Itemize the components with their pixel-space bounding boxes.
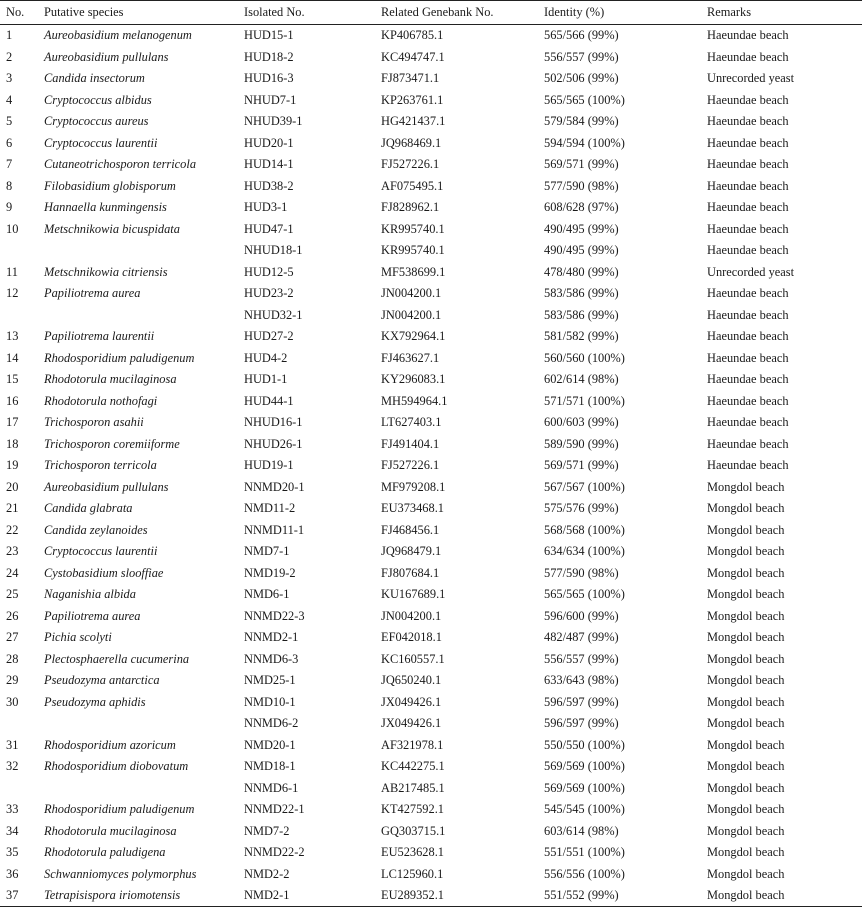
cell-no: 35 (6, 845, 19, 860)
cell-no: 13 (6, 329, 19, 344)
cell-genebank-no: AF321978.1 (381, 737, 444, 752)
cell-identity: 556/556 (100%) (544, 866, 625, 881)
header-remarks: Remarks (707, 5, 752, 20)
table-row (0, 519, 862, 541)
cell-putative-species: Papiliotrema laurentii (44, 329, 155, 344)
cell-isolated-no: NHUD26-1 (244, 436, 303, 451)
cell-identity: 571/571 (100%) (544, 393, 625, 408)
table-row (0, 111, 862, 133)
cell-isolated-no: HUD44-1 (244, 393, 294, 408)
cell-remarks: Haeundae beach (707, 350, 789, 365)
cell-putative-species: Tetrapisispora iriomotensis (44, 887, 181, 902)
cell-genebank-no: JN004200.1 (381, 286, 442, 301)
table-row (0, 627, 862, 649)
cell-no: 5 (6, 114, 13, 129)
cell-genebank-no: JQ968469.1 (381, 135, 442, 150)
table-row (0, 455, 862, 477)
cell-identity: 579/584 (99%) (544, 114, 619, 129)
cell-putative-species: Candida zeylanoides (44, 522, 148, 537)
cell-genebank-no: KR995740.1 (381, 243, 445, 258)
cell-identity: 594/594 (100%) (544, 135, 625, 150)
cell-genebank-no: MH594964.1 (381, 393, 448, 408)
cell-no: 26 (6, 608, 19, 623)
cell-remarks: Mongdol beach (707, 823, 785, 838)
cell-genebank-no: FJ468456.1 (381, 522, 440, 537)
cell-putative-species: Metschnikowia citriensis (44, 264, 168, 279)
cell-remarks: Mongdol beach (707, 522, 785, 537)
cell-no: 30 (6, 694, 19, 709)
cell-identity: 551/551 (100%) (544, 845, 625, 860)
table-row (0, 369, 862, 391)
cell-remarks: Haeundae beach (707, 393, 789, 408)
cell-no: 29 (6, 673, 19, 688)
cell-no: 3 (6, 71, 13, 86)
cell-isolated-no: HUD19-1 (244, 458, 294, 473)
header-related-genebank-no: Related Genebank No. (381, 5, 494, 20)
cell-no: 2 (6, 49, 13, 64)
cell-putative-species: Pseudozyma antarctica (44, 673, 160, 688)
cell-no: 24 (6, 565, 19, 580)
cell-no: 19 (6, 458, 19, 473)
table-row (0, 756, 862, 778)
cell-isolated-no: HUD23-2 (244, 286, 294, 301)
cell-remarks: Mongdol beach (707, 866, 785, 881)
cell-putative-species: Candida insectorum (44, 71, 145, 86)
cell-remarks: Mongdol beach (707, 737, 785, 752)
cell-no: 16 (6, 393, 19, 408)
cell-putative-species: Trichosporon asahii (44, 415, 144, 430)
cell-genebank-no: JQ968479.1 (381, 544, 442, 559)
table-row (0, 713, 862, 735)
cell-no: 14 (6, 350, 19, 365)
cell-remarks: Mongdol beach (707, 716, 785, 731)
cell-remarks: Mongdol beach (707, 759, 785, 774)
cell-no: 17 (6, 415, 19, 430)
table-row (0, 498, 862, 520)
cell-identity: 568/568 (100%) (544, 522, 625, 537)
cell-isolated-no: NNMD20-1 (244, 479, 305, 494)
cell-remarks: Mongdol beach (707, 802, 785, 817)
cell-putative-species: Filobasidium globisporum (44, 178, 176, 193)
cell-isolated-no: NNMD22-1 (244, 802, 305, 817)
cell-genebank-no: KP406785.1 (381, 28, 444, 43)
cell-isolated-no: NHUD16-1 (244, 415, 303, 430)
header-identity: Identity (%) (544, 5, 605, 20)
cell-putative-species: Rhodotorula mucilaginosa (44, 823, 177, 838)
cell-no (0, 777, 38, 799)
cell-remarks: Haeundae beach (707, 415, 789, 430)
cell-identity: 565/565 (100%) (544, 92, 625, 107)
cell-remarks: Haeundae beach (707, 286, 789, 301)
cell-isolated-no: HUD4-2 (244, 350, 288, 365)
cell-genebank-no: KY296083.1 (381, 372, 446, 387)
cell-identity: 569/571 (99%) (544, 458, 619, 473)
cell-isolated-no: HUD20-1 (244, 135, 294, 150)
cell-isolated-no: HUD15-1 (244, 28, 294, 43)
cell-remarks: Unrecorded yeast (707, 264, 795, 279)
header-no: No. (6, 5, 25, 20)
cell-isolated-no: NHUD7-1 (244, 92, 297, 107)
cell-putative-species: Aureobasidium pullulans (44, 49, 169, 64)
cell-remarks: Mongdol beach (707, 565, 785, 580)
cell-genebank-no: FJ527226.1 (381, 458, 440, 473)
cell-putative-species: Pseudozyma aphidis (44, 694, 146, 709)
cell-no: 25 (6, 587, 19, 602)
cell-remarks: Haeundae beach (707, 28, 789, 43)
cell-isolated-no: NMD25-1 (244, 673, 296, 688)
cell-genebank-no: HG421437.1 (381, 114, 446, 129)
table-row (0, 863, 862, 885)
cell-identity: 589/590 (99%) (544, 436, 619, 451)
cell-identity: 560/560 (100%) (544, 350, 625, 365)
cell-putative-species: Cystobasidium slooffiae (44, 565, 164, 580)
cell-genebank-no: MF538699.1 (381, 264, 446, 279)
cell-no: 8 (6, 178, 13, 193)
cell-putative-species: Hannaella kunmingensis (44, 200, 167, 215)
cell-putative-species: Trichosporon terricola (44, 458, 157, 473)
cell-no: 37 (6, 887, 19, 902)
table-row (0, 175, 862, 197)
cell-isolated-no: NMD20-1 (244, 737, 296, 752)
cell-isolated-no: NMD2-2 (244, 866, 290, 881)
cell-genebank-no: JX049426.1 (381, 694, 442, 709)
cell-identity: 551/552 (99%) (544, 887, 619, 902)
table-row (0, 605, 862, 627)
table-row (0, 842, 862, 864)
cell-isolated-no: HUD47-1 (244, 221, 294, 236)
cell-no: 22 (6, 522, 19, 537)
cell-remarks: Haeundae beach (707, 329, 789, 344)
cell-genebank-no: LC125960.1 (381, 866, 444, 881)
cell-no: 1 (6, 28, 13, 43)
cell-genebank-no: EU289352.1 (381, 887, 444, 902)
cell-identity: 608/628 (97%) (544, 200, 619, 215)
cell-putative-species: Naganishia albida (44, 587, 136, 602)
cell-genebank-no: JX049426.1 (381, 716, 442, 731)
cell-no: 9 (6, 200, 13, 215)
cell-no: 32 (6, 759, 19, 774)
cell-remarks: Haeundae beach (707, 200, 789, 215)
cell-remarks: Mongdol beach (707, 845, 785, 860)
cell-identity: 565/566 (99%) (544, 28, 619, 43)
cell-no: 20 (6, 479, 19, 494)
cell-isolated-no: HUD16-3 (244, 71, 294, 86)
cell-putative-species: Papiliotrema aurea (44, 608, 141, 623)
table-row (0, 885, 862, 907)
cell-remarks: Mongdol beach (707, 887, 785, 902)
table-row (0, 476, 862, 498)
cell-identity: 583/586 (99%) (544, 307, 619, 322)
cell-no: 28 (6, 651, 19, 666)
table-row (0, 132, 862, 154)
cell-isolated-no: NMD7-2 (244, 823, 290, 838)
table-row (0, 648, 862, 670)
cell-isolated-no: NMD7-1 (244, 544, 290, 559)
cell-genebank-no: MF979208.1 (381, 479, 446, 494)
cell-putative-species (38, 304, 238, 326)
cell-isolated-no: NMD19-2 (244, 565, 296, 580)
cell-identity: 556/557 (99%) (544, 651, 619, 666)
cell-isolated-no: NNMD6-1 (244, 780, 299, 795)
cell-identity: 550/550 (100%) (544, 737, 625, 752)
cell-genebank-no: KP263761.1 (381, 92, 444, 107)
table-row (0, 541, 862, 563)
cell-isolated-no: HUD38-2 (244, 178, 294, 193)
table-row (0, 347, 862, 369)
cell-identity: 577/590 (98%) (544, 565, 619, 580)
cell-isolated-no: HUD18-2 (244, 49, 294, 64)
cell-genebank-no: KU167689.1 (381, 587, 446, 602)
cell-identity: 600/603 (99%) (544, 415, 619, 430)
table-body (0, 25, 862, 907)
cell-isolated-no: NMD18-1 (244, 759, 296, 774)
cell-identity: 569/569 (100%) (544, 780, 625, 795)
cell-remarks: Haeundae beach (707, 436, 789, 451)
cell-putative-species: Schwanniomyces polymorphus (44, 866, 197, 881)
cell-genebank-no: KX792964.1 (381, 329, 446, 344)
cell-genebank-no: GQ303715.1 (381, 823, 446, 838)
cell-genebank-no: KC442275.1 (381, 759, 445, 774)
cell-putative-species: Rhodosporidium diobovatum (44, 759, 189, 774)
table-row (0, 584, 862, 606)
cell-putative-species: Aureobasidium pullulans (44, 479, 169, 494)
cell-remarks: Mongdol beach (707, 780, 785, 795)
cell-no: 23 (6, 544, 19, 559)
cell-putative-species: Metschnikowia bicuspidata (44, 221, 180, 236)
table-row (0, 777, 862, 799)
cell-identity: 556/557 (99%) (544, 49, 619, 64)
cell-genebank-no: AB217485.1 (381, 780, 445, 795)
cell-identity: 577/590 (98%) (544, 178, 619, 193)
table-row (0, 433, 862, 455)
cell-putative-species (38, 713, 238, 735)
cell-identity: 569/569 (100%) (544, 759, 625, 774)
table-row (0, 799, 862, 821)
cell-remarks: Haeundae beach (707, 307, 789, 322)
cell-isolated-no: HUD1-1 (244, 372, 288, 387)
cell-no: 10 (6, 221, 19, 236)
cell-genebank-no: FJ463627.1 (381, 350, 440, 365)
cell-isolated-no: NNMD2-1 (244, 630, 299, 645)
cell-identity: 565/565 (100%) (544, 587, 625, 602)
cell-remarks: Haeundae beach (707, 135, 789, 150)
cell-no: 7 (6, 157, 13, 172)
cell-remarks: Haeundae beach (707, 221, 789, 236)
cell-identity: 490/495 (99%) (544, 243, 619, 258)
cell-genebank-no: AF075495.1 (381, 178, 444, 193)
cell-no: 15 (6, 372, 19, 387)
cell-no: 6 (6, 135, 13, 150)
cell-remarks: Mongdol beach (707, 501, 785, 516)
cell-identity: 482/487 (99%) (544, 630, 619, 645)
cell-isolated-no: NNMD11-1 (244, 522, 305, 537)
cell-no: 18 (6, 436, 19, 451)
cell-identity: 583/586 (99%) (544, 286, 619, 301)
cell-genebank-no: JN004200.1 (381, 307, 442, 322)
cell-putative-species: Aureobasidium melanogenum (44, 28, 192, 43)
cell-remarks: Mongdol beach (707, 544, 785, 559)
cell-genebank-no: KT427592.1 (381, 802, 444, 817)
cell-isolated-no: NNMD6-3 (244, 651, 299, 666)
cell-isolated-no: NHUD32-1 (244, 307, 303, 322)
table-row (0, 46, 862, 68)
cell-isolated-no: NNMD22-3 (244, 608, 305, 623)
table-row (0, 562, 862, 584)
table-header (0, 1, 862, 25)
cell-isolated-no: NNMD6-2 (244, 716, 299, 731)
cell-putative-species (38, 240, 238, 262)
table-row (0, 412, 862, 434)
cell-genebank-no: KC160557.1 (381, 651, 445, 666)
cell-putative-species: Cryptococcus albidus (44, 92, 152, 107)
cell-no (0, 240, 38, 262)
table-row (0, 734, 862, 756)
table-row (0, 261, 862, 283)
cell-remarks: Haeundae beach (707, 178, 789, 193)
header-putative-species: Putative species (44, 5, 124, 20)
cell-putative-species: Papiliotrema aurea (44, 286, 141, 301)
cell-putative-species: Trichosporon coremiiforme (44, 436, 180, 451)
cell-putative-species: Rhodosporidium azoricum (44, 737, 176, 752)
cell-remarks: Haeundae beach (707, 243, 789, 258)
cell-identity: 581/582 (99%) (544, 329, 619, 344)
table-row (0, 25, 862, 47)
cell-putative-species: Rhodosporidium paludigenum (44, 350, 195, 365)
cell-putative-species: Cutaneotrichosporon terricola (44, 157, 197, 172)
cell-remarks: Haeundae beach (707, 372, 789, 387)
cell-remarks: Mongdol beach (707, 630, 785, 645)
cell-identity: 545/545 (100%) (544, 802, 625, 817)
cell-isolated-no: NMD2-1 (244, 887, 290, 902)
cell-isolated-no: NNMD22-2 (244, 845, 305, 860)
cell-putative-species: Rhodotorula mucilaginosa (44, 372, 177, 387)
cell-identity: 575/576 (99%) (544, 501, 619, 516)
table-row (0, 197, 862, 219)
table-row (0, 670, 862, 692)
cell-putative-species: Rhodotorula paludigena (44, 845, 166, 860)
table-row (0, 283, 862, 305)
cell-putative-species: Cryptococcus aureus (44, 114, 149, 129)
cell-genebank-no: KR995740.1 (381, 221, 445, 236)
cell-putative-species: Candida glabrata (44, 501, 133, 516)
cell-remarks: Mongdol beach (707, 694, 785, 709)
cell-no: 27 (6, 630, 19, 645)
cell-remarks: Haeundae beach (707, 458, 789, 473)
cell-genebank-no: FJ807684.1 (381, 565, 440, 580)
table-row (0, 240, 862, 262)
cell-remarks: Mongdol beach (707, 608, 785, 623)
cell-remarks: Haeundae beach (707, 49, 789, 64)
table-row (0, 820, 862, 842)
cell-isolated-no: NHUD39-1 (244, 114, 303, 129)
table-row (0, 691, 862, 713)
cell-remarks: Mongdol beach (707, 587, 785, 602)
cell-no: 4 (6, 92, 13, 107)
cell-no: 21 (6, 501, 19, 516)
cell-remarks: Mongdol beach (707, 651, 785, 666)
cell-remarks: Haeundae beach (707, 157, 789, 172)
cell-genebank-no: KC494747.1 (381, 49, 445, 64)
cell-putative-species: Cryptococcus laurentii (44, 544, 158, 559)
header-isolated-no: Isolated No. (244, 5, 305, 20)
cell-isolated-no: NMD6-1 (244, 587, 290, 602)
cell-isolated-no: HUD3-1 (244, 200, 288, 215)
header-row (0, 1, 862, 25)
cell-isolated-no: NMD10-1 (244, 694, 296, 709)
cell-genebank-no: FJ491404.1 (381, 436, 440, 451)
cell-putative-species: Plectosphaerella cucumerina (44, 651, 190, 666)
cell-putative-species: Cryptococcus laurentii (44, 135, 158, 150)
cell-genebank-no: EF042018.1 (381, 630, 442, 645)
cell-identity: 502/506 (99%) (544, 71, 619, 86)
cell-remarks: Haeundae beach (707, 92, 789, 107)
cell-genebank-no: LT627403.1 (381, 415, 442, 430)
cell-identity: 567/567 (100%) (544, 479, 625, 494)
cell-identity: 596/597 (99%) (544, 694, 619, 709)
cell-isolated-no: HUD27-2 (244, 329, 294, 344)
cell-identity: 490/495 (99%) (544, 221, 619, 236)
table-row (0, 89, 862, 111)
cell-genebank-no: EU523628.1 (381, 845, 444, 860)
cell-isolated-no: HUD14-1 (244, 157, 294, 172)
cell-no (0, 713, 38, 735)
cell-isolated-no: HUD12-5 (244, 264, 294, 279)
table-row (0, 390, 862, 412)
cell-no: 36 (6, 866, 19, 881)
cell-identity: 596/600 (99%) (544, 608, 619, 623)
cell-genebank-no: JQ650240.1 (381, 673, 442, 688)
table-row (0, 218, 862, 240)
cell-no: 12 (6, 286, 19, 301)
table-row (0, 326, 862, 348)
cell-genebank-no: EU373468.1 (381, 501, 444, 516)
cell-identity: 633/643 (98%) (544, 673, 619, 688)
cell-remarks: Mongdol beach (707, 673, 785, 688)
cell-identity: 478/480 (99%) (544, 264, 619, 279)
cell-remarks: Haeundae beach (707, 114, 789, 129)
cell-identity: 602/614 (98%) (544, 372, 619, 387)
table-row (0, 304, 862, 326)
table-row (0, 68, 862, 90)
cell-no (0, 304, 38, 326)
cell-putative-species: Rhodotorula nothofagi (44, 393, 158, 408)
cell-no: 33 (6, 802, 19, 817)
cell-genebank-no: FJ527226.1 (381, 157, 440, 172)
cell-remarks: Mongdol beach (707, 479, 785, 494)
cell-remarks: Unrecorded yeast (707, 71, 795, 86)
cell-genebank-no: FJ828962.1 (381, 200, 440, 215)
cell-genebank-no: FJ873471.1 (381, 71, 440, 86)
cell-identity: 603/614 (98%) (544, 823, 619, 838)
cell-no: 31 (6, 737, 19, 752)
cell-no: 34 (6, 823, 19, 838)
cell-putative-species: Rhodosporidium paludigenum (44, 802, 195, 817)
cell-putative-species (38, 777, 238, 799)
cell-no: 11 (6, 264, 18, 279)
cell-putative-species: Pichia scolyti (44, 630, 112, 645)
cell-isolated-no: NMD11-2 (244, 501, 296, 516)
table-row (0, 154, 862, 176)
cell-identity: 569/571 (99%) (544, 157, 619, 172)
cell-genebank-no: JN004200.1 (381, 608, 442, 623)
cell-identity: 634/634 (100%) (544, 544, 625, 559)
cell-identity: 596/597 (99%) (544, 716, 619, 731)
cell-isolated-no: NHUD18-1 (244, 243, 303, 258)
